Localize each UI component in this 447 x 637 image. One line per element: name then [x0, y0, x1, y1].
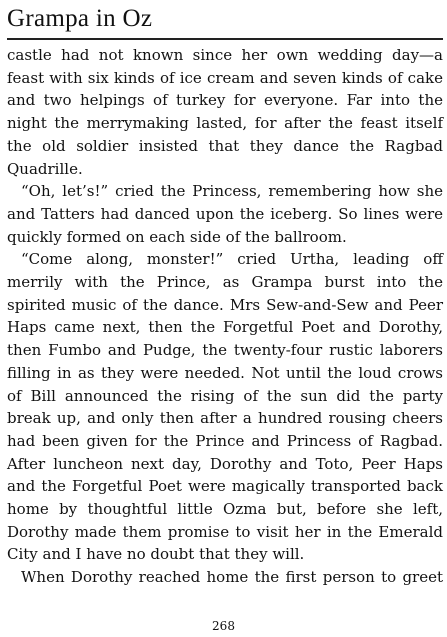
paragraph-3: “Come along, monster!” cried Urtha, leading off merrily with the Prince, as Grampa burst into the spirited music of the dance. Mrs Sew-and-Sew and Peer Haps came next, then the Forgetful Poet and Dorothy, then Fumbo and Pudge, the twenty-four rustic laborers filling in as they were needed. Not until the loud crows of Bill announced the rising of the sun did the party break up, and only then after a hundred rousing cheers had been given for the Prince and Princess of Ragbad. After luncheon next day, Dorothy and Toto, Peer Haps and the Forgetful Poet were magically transported back home by thoughtful little Ozma but, before she left, Dorothy made them promise to visit her in the Emerald City and I have no doubt that they will.	[7, 250, 443, 564]
body-text	[7, 44, 443, 589]
running-title: Grampa in Oz	[7, 5, 153, 32]
paragraph-2: “Oh, let’s!” cried the Princess, remembering how she and Tatters had danced upon the iceberg. So lines were quickly formed on each side of the ballroom.	[7, 182, 443, 246]
paragraph-4: When Dorothy reached home the first person to greet	[21, 568, 443, 587]
paragraph-1: castle had not known since her own wedding day—a feast with six kinds of ice cream and seven kinds of cake and two helpings of turkey for everyone. Far into the night the merrymaking lasted, for after the feast itself the old soldier insisted that they dance the Ragbad Quadrille.	[7, 46, 443, 178]
page-number: 268	[212, 619, 235, 633]
header-rule	[7, 38, 443, 40]
